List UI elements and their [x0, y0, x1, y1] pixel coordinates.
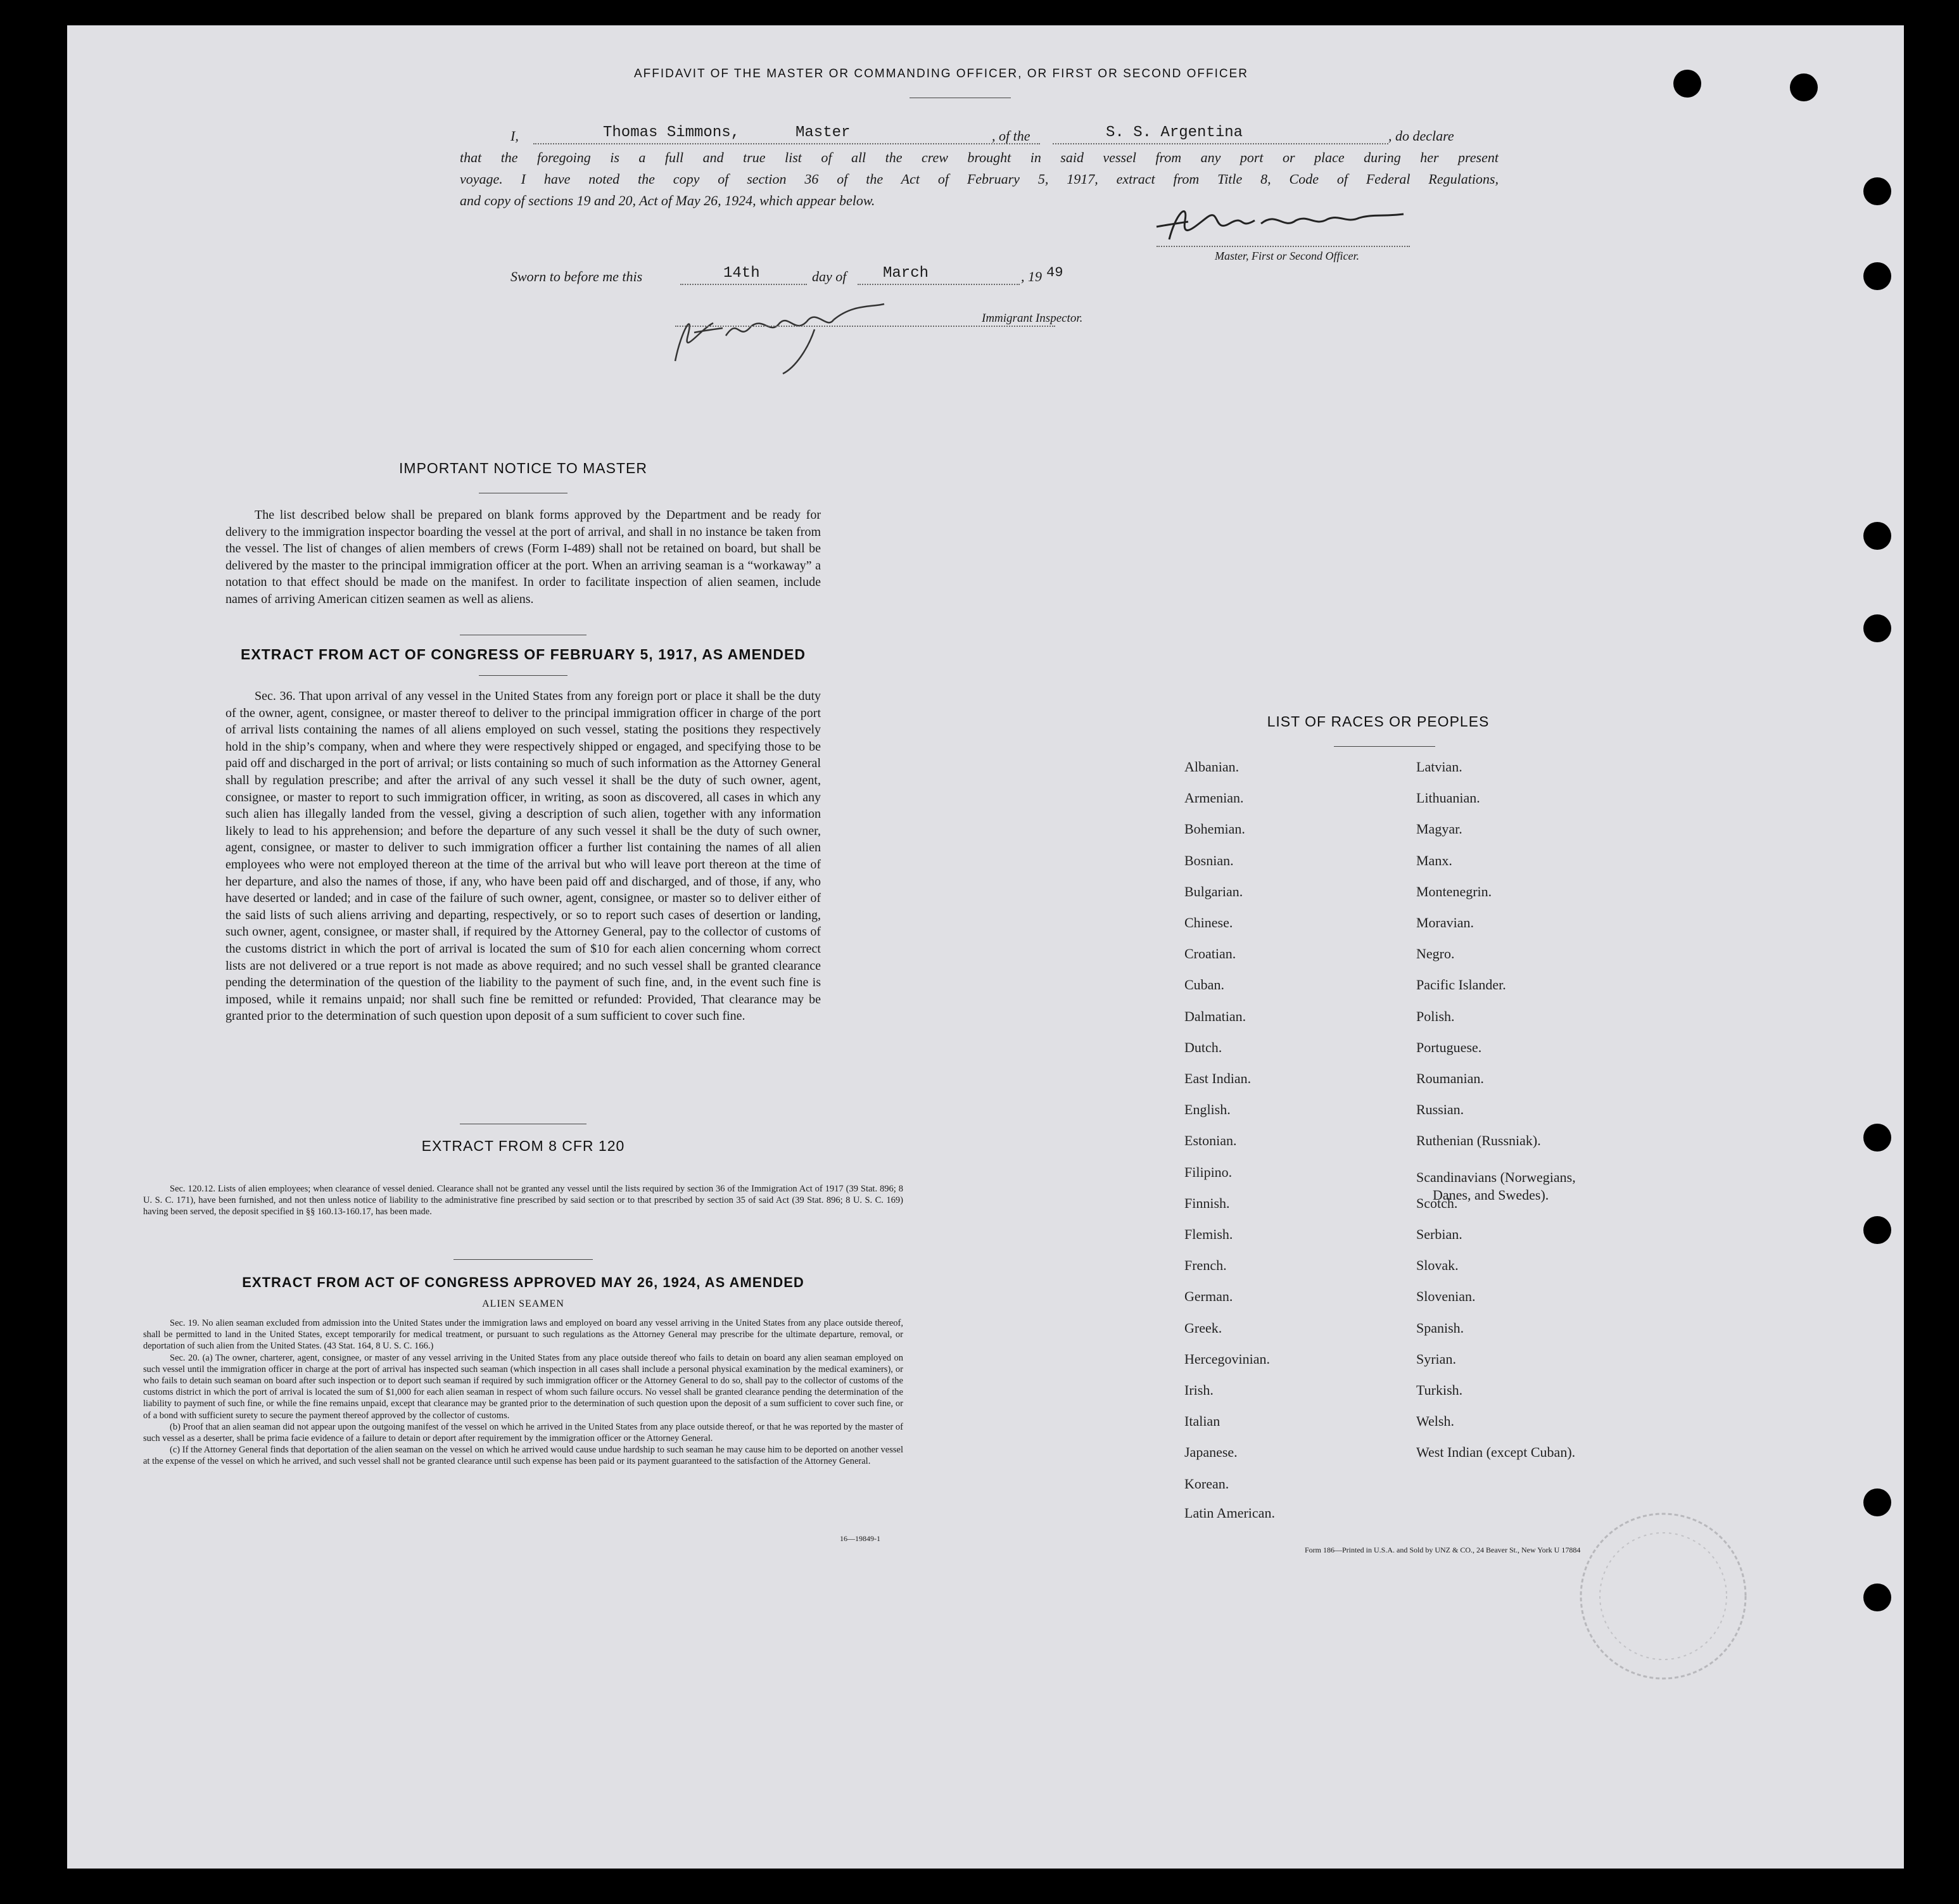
punch-hole [1673, 70, 1701, 98]
race-item: Montenegrin. [1416, 883, 1492, 899]
punch-hole [1863, 1488, 1891, 1516]
inspector-caption: Immigrant Inspector. [982, 312, 1083, 325]
punch-hole [1863, 522, 1891, 550]
race-item: Russian. [1416, 1101, 1464, 1118]
race-item: Flemish. [1184, 1226, 1233, 1242]
punch-hole [1863, 262, 1891, 290]
punch-hole [1863, 1124, 1891, 1152]
race-item: Estonian. [1184, 1133, 1237, 1149]
race-item: Portuguese. [1416, 1039, 1482, 1055]
master-signature-line [1157, 246, 1410, 247]
form-footer: Form 186—Printed in U.S.A. and Sold by UNZ & CO., 24 Beaver St., New York U 17884 [1305, 1545, 1581, 1554]
sworn-day: 14th [723, 265, 760, 282]
race-item: Bosnian. [1184, 852, 1234, 868]
race-item: Lithuanian. [1416, 790, 1480, 806]
race-item: Armenian. [1184, 790, 1244, 806]
race-item: Serbian. [1416, 1226, 1462, 1242]
cfr-title: EXTRACT FROM 8 CFR 120 [421, 1138, 625, 1154]
vessel-name: S. S. Argentina [1106, 124, 1243, 141]
race-item: Scandinavians (Norwegians, [1416, 1169, 1576, 1185]
circular-stamp [1568, 1501, 1758, 1691]
year-prefix: , 19 [1021, 269, 1042, 284]
race-item: Korean. [1184, 1475, 1229, 1492]
race-item: Latin American. [1184, 1504, 1275, 1521]
punch-hole [1863, 177, 1891, 205]
race-item: Manx. [1416, 852, 1452, 868]
affidavit-i-label: I, [510, 128, 519, 144]
race-item: Japanese. [1184, 1444, 1238, 1461]
race-item: Syrian. [1416, 1350, 1456, 1367]
race-item: East Indian. [1184, 1070, 1252, 1086]
form-code: 16—19849-1 [840, 1534, 880, 1543]
race-item: West Indian (except Cuban). [1416, 1444, 1576, 1461]
cfr-paragraph: Sec. 120.12. Lists of alien employees; when clearance of vessel denied. Clearance shall not be granted any vessel until the lists required by section 36 of the Immigration Act of 1917 (39 Stat. 896; 8 U. S. C. 171), have been furnished, and not then unless notice of liability to the administrative fine prescribed by said section or to that prescribed by section 35 of said Act (39 Stat. 896; 8 U. S. C. 169) having been served, the deposit specified in §§ 160.13-160.17, has been made. [143, 1184, 903, 1217]
punch-hole [1863, 614, 1891, 642]
notice-body: The list described below shall be prepared on blank forms approved by the Department and be ready for delivery to the immigration inspector boarding the vessel at the port of arrival, and shall in no instance be taken from the vessel. The list of changes of alien members of crews (Form I-489) shall not be retained on board, but shall be delivered by the master to the principal immigration officer at the port. When an arriving seaman is a “workaway” a notation to that effect should be made on the manifest. In order to facilitate inspection of alien seamen, include names of arriving American citizen seamen as well as aliens. [225, 508, 821, 606]
inspector-signature [643, 291, 922, 386]
section-rule [479, 675, 567, 676]
race-item: Greek. [1184, 1319, 1222, 1336]
extract-1917-title: EXTRACT FROM ACT OF CONGRESS OF FEBRUARY 5, 1917, AS AMENDED [241, 646, 806, 663]
race-item: English. [1184, 1101, 1231, 1118]
race-item: Filipino. [1184, 1164, 1233, 1180]
race-item: Slovak. [1416, 1257, 1459, 1274]
race-item: Turkish. [1416, 1382, 1463, 1398]
sworn-year: 49 [1046, 265, 1063, 281]
extract-1924-body [143, 1317, 903, 1468]
master-signature [1150, 195, 1416, 252]
race-item: Cuban. [1184, 977, 1224, 993]
race-item: Moravian. [1416, 915, 1474, 930]
section-19-paragraph: Sec. 19. No alien seaman excluded from admission into the United States under the immigration laws and employed on board any vessel arriving in the United States from any place outside thereof, shall be permitted to land in the United States, except temporarily for medical treatment, or pursuant to such regulations as the Attorney General may prescribe for the ultimate departure, removal, or deportation of such alien from the United States. (43 Stat. 164, 8 U. S. C. 166.) [143, 1318, 903, 1352]
race-item: Slovenian. [1416, 1288, 1476, 1305]
race-item: Bohemian. [1184, 821, 1245, 837]
sworn-month: March [883, 265, 929, 282]
race-item: Dalmatian. [1184, 1008, 1246, 1024]
race-item: Dutch. [1184, 1039, 1222, 1055]
race-item: Albanian. [1184, 759, 1239, 775]
affidavit-line-2: that the foregoing is a full and true list of all the crew brought in said vessel from any port or place during her present [460, 149, 1499, 165]
race-item: Bulgarian. [1184, 883, 1243, 899]
affidavit-title: AFFIDAVIT OF THE MASTER OR COMMANDING OFFICER, OR FIRST OR SECOND OFFICER [633, 67, 1249, 80]
master-caption: Master, First or Second Officer. [1215, 250, 1359, 262]
extract-1924-title: EXTRACT FROM ACT OF CONGRESS APPROVED MAY 26, 1924, AS AMENDED [242, 1274, 804, 1290]
notice-title: IMPORTANT NOTICE TO MASTER [399, 460, 647, 476]
section-20b-paragraph: (b) Proof that an alien seaman did not appear upon the outgoing manifest of the vessel on which he arrived in the United States from any place outside thereof, or that he was reported by the master of such vessel as a deserter, shall be prima facie evidence of a failure to detain or deport after requirement by the immigration officer or the Attorney General. [143, 1421, 903, 1444]
race-item: German. [1184, 1288, 1233, 1305]
race-item: Irish. [1184, 1382, 1214, 1398]
race-item: Roumanian. [1416, 1070, 1484, 1086]
race-item: Danes, and Swedes). [1433, 1186, 1549, 1203]
document-page [67, 25, 1904, 1869]
master-name: Thomas Simmons, [603, 124, 740, 141]
day-of-label: day of [812, 269, 847, 284]
vessel-underline [1053, 143, 1388, 144]
punch-hole [1790, 73, 1818, 101]
punch-hole [1863, 1583, 1891, 1611]
cfr-body [143, 1183, 903, 1218]
race-item: Hercegovinian. [1184, 1350, 1270, 1367]
extract-1917-body: Sec. 36. That upon arrival of any vessel in the United States from any foreign port or place it shall be the duty of the owner, agent, consignee, or master thereof to deliver to the principal immigration officer in charge of the port of arrival lists containing the names of all aliens employed on such vessel, stating the positions they respectively hold in the ship’s company, when and where they were respectively shipped or engaged, and specifying those to be paid off and discharged in the port of arrival; or lists containing so much of such information as the Attorney General shall by regulation prescribe; and after the arrival of any such vessel it shall be the duty of such owner, agent, consignee, or master to report to such immigration officer, in writing, as soon as discovered, all cases in which any such alien has illegally landed from the vessel, giving a description of such alien, together with any information likely to lead to his apprehension; and before the departure of any such vessel it shall be the duty of such owner, agent, consignee, or master to deliver to such immigration officer a further list containing the names of all alien employees who were not employed thereon at the time of the arrival but who will leave port thereon at the time of her departure, and also the names of those, if any, who have been paid off and discharged, and of those, if any, who have deserted or landed; and in case of the failure of such owner, agent, consignee, or master so to deliver either of the said lists of such aliens arriving and departing, respectively, or so to report such cases of desertion or landing, such owner, agent, consignee, or master shall, if required by the Attorney General, pay to the collector of customs of the customs district in which the port of arrival is located the sum of $10 for each alien concerning whom correct lists are not delivered or a true report is not made as above required; and no such vessel shall be granted clearance pending the determination of the question of the liability to the payment of such fine, and, in the event such fine is imposed, while it remains unpaid; nor shall such fine be remitted or refunded: Provided, That clearance may be granted prior to the determination of such question upon deposit of a sum sufficient to cover such fine. [225, 689, 821, 1024]
affidavit-line-4: and copy of sections 19 and 20, Act of May 26, 1924, which appear below. [460, 193, 875, 208]
sworn-label: Sworn to before me this [510, 269, 643, 284]
race-item: Scotch. [1416, 1195, 1458, 1211]
master-rank: Master [796, 124, 851, 141]
section-rule [453, 1259, 593, 1260]
race-item: Chinese. [1184, 915, 1233, 930]
section-20c-paragraph: (c) If the Attorney General finds that deportation of the alien seaman on the vessel on which he arrived would cause undue hardship to such seaman he may cause him to be deported on another vessel at the expense of the vessel on which he arrived, and such vessel shall not be granted clearance until such expense has been paid or its payment guaranteed to the satisfaction of the Attorney General. [143, 1445, 903, 1467]
race-item: Spanish. [1416, 1319, 1464, 1336]
race-item: Latvian. [1416, 759, 1462, 775]
alien-seamen-subtitle: ALIEN SEAMEN [482, 1298, 564, 1309]
day-underline [680, 284, 807, 285]
punch-hole [1863, 1216, 1891, 1244]
race-item: Croatian. [1184, 946, 1236, 962]
race-item: Magyar. [1416, 821, 1462, 837]
race-item: French. [1184, 1257, 1227, 1274]
race-item: Pacific Islander. [1416, 977, 1506, 993]
race-item: Welsh. [1416, 1413, 1454, 1430]
month-underline [858, 284, 1020, 285]
inspector-signature-line [675, 326, 1055, 327]
race-item: Negro. [1416, 946, 1455, 962]
affidavit-line-3: voyage. I have noted the copy of section 36 of the Act of February 5, 1917, extract from Title 8, Code of Federal Regulations, [460, 171, 1499, 187]
name-underline [533, 143, 1040, 144]
section-20a-paragraph: Sec. 20. (a) The owner, charterer, agent, consignee, or master of any vessel arriving in the United States from any place outside thereof who fails to detain on board any alien seaman employed on such vessel until the immigration officer in charge at the port of arrival has inspected such seaman (which inspection in all cases shall include a personal physical examination by the medical examiners), or who fails to detain such seaman on board after such inspection or to deport such seaman if required by such immigration officer or the Attorney General to do so, shall pay to the collector of customs of the customs district in which the port of arrival is located the sum of $1,000 for each alien seaman in respect of whom such failure occurs. No vessel shall be granted clearance pending the determination of the liability to payment of such fine, or while the fine remains unpaid, except that clearance may be granted prior to the determination of such question upon the deposit of a sum sufficient to cover such fine, or of a bond with sufficient surety to secure the payment thereof approved by the collector of customs. [143, 1352, 903, 1421]
race-item: Finnish. [1184, 1195, 1230, 1211]
do-declare-label: , do declare [1388, 128, 1454, 144]
race-item: Ruthenian (Russniak). [1416, 1133, 1541, 1149]
races-title: LIST OF RACES OR PEOPLES [1267, 713, 1490, 730]
race-item: Italian [1184, 1413, 1220, 1430]
of-the-label: , of the [992, 128, 1030, 144]
races-rule [1334, 746, 1435, 747]
race-item: Polish. [1416, 1008, 1455, 1024]
